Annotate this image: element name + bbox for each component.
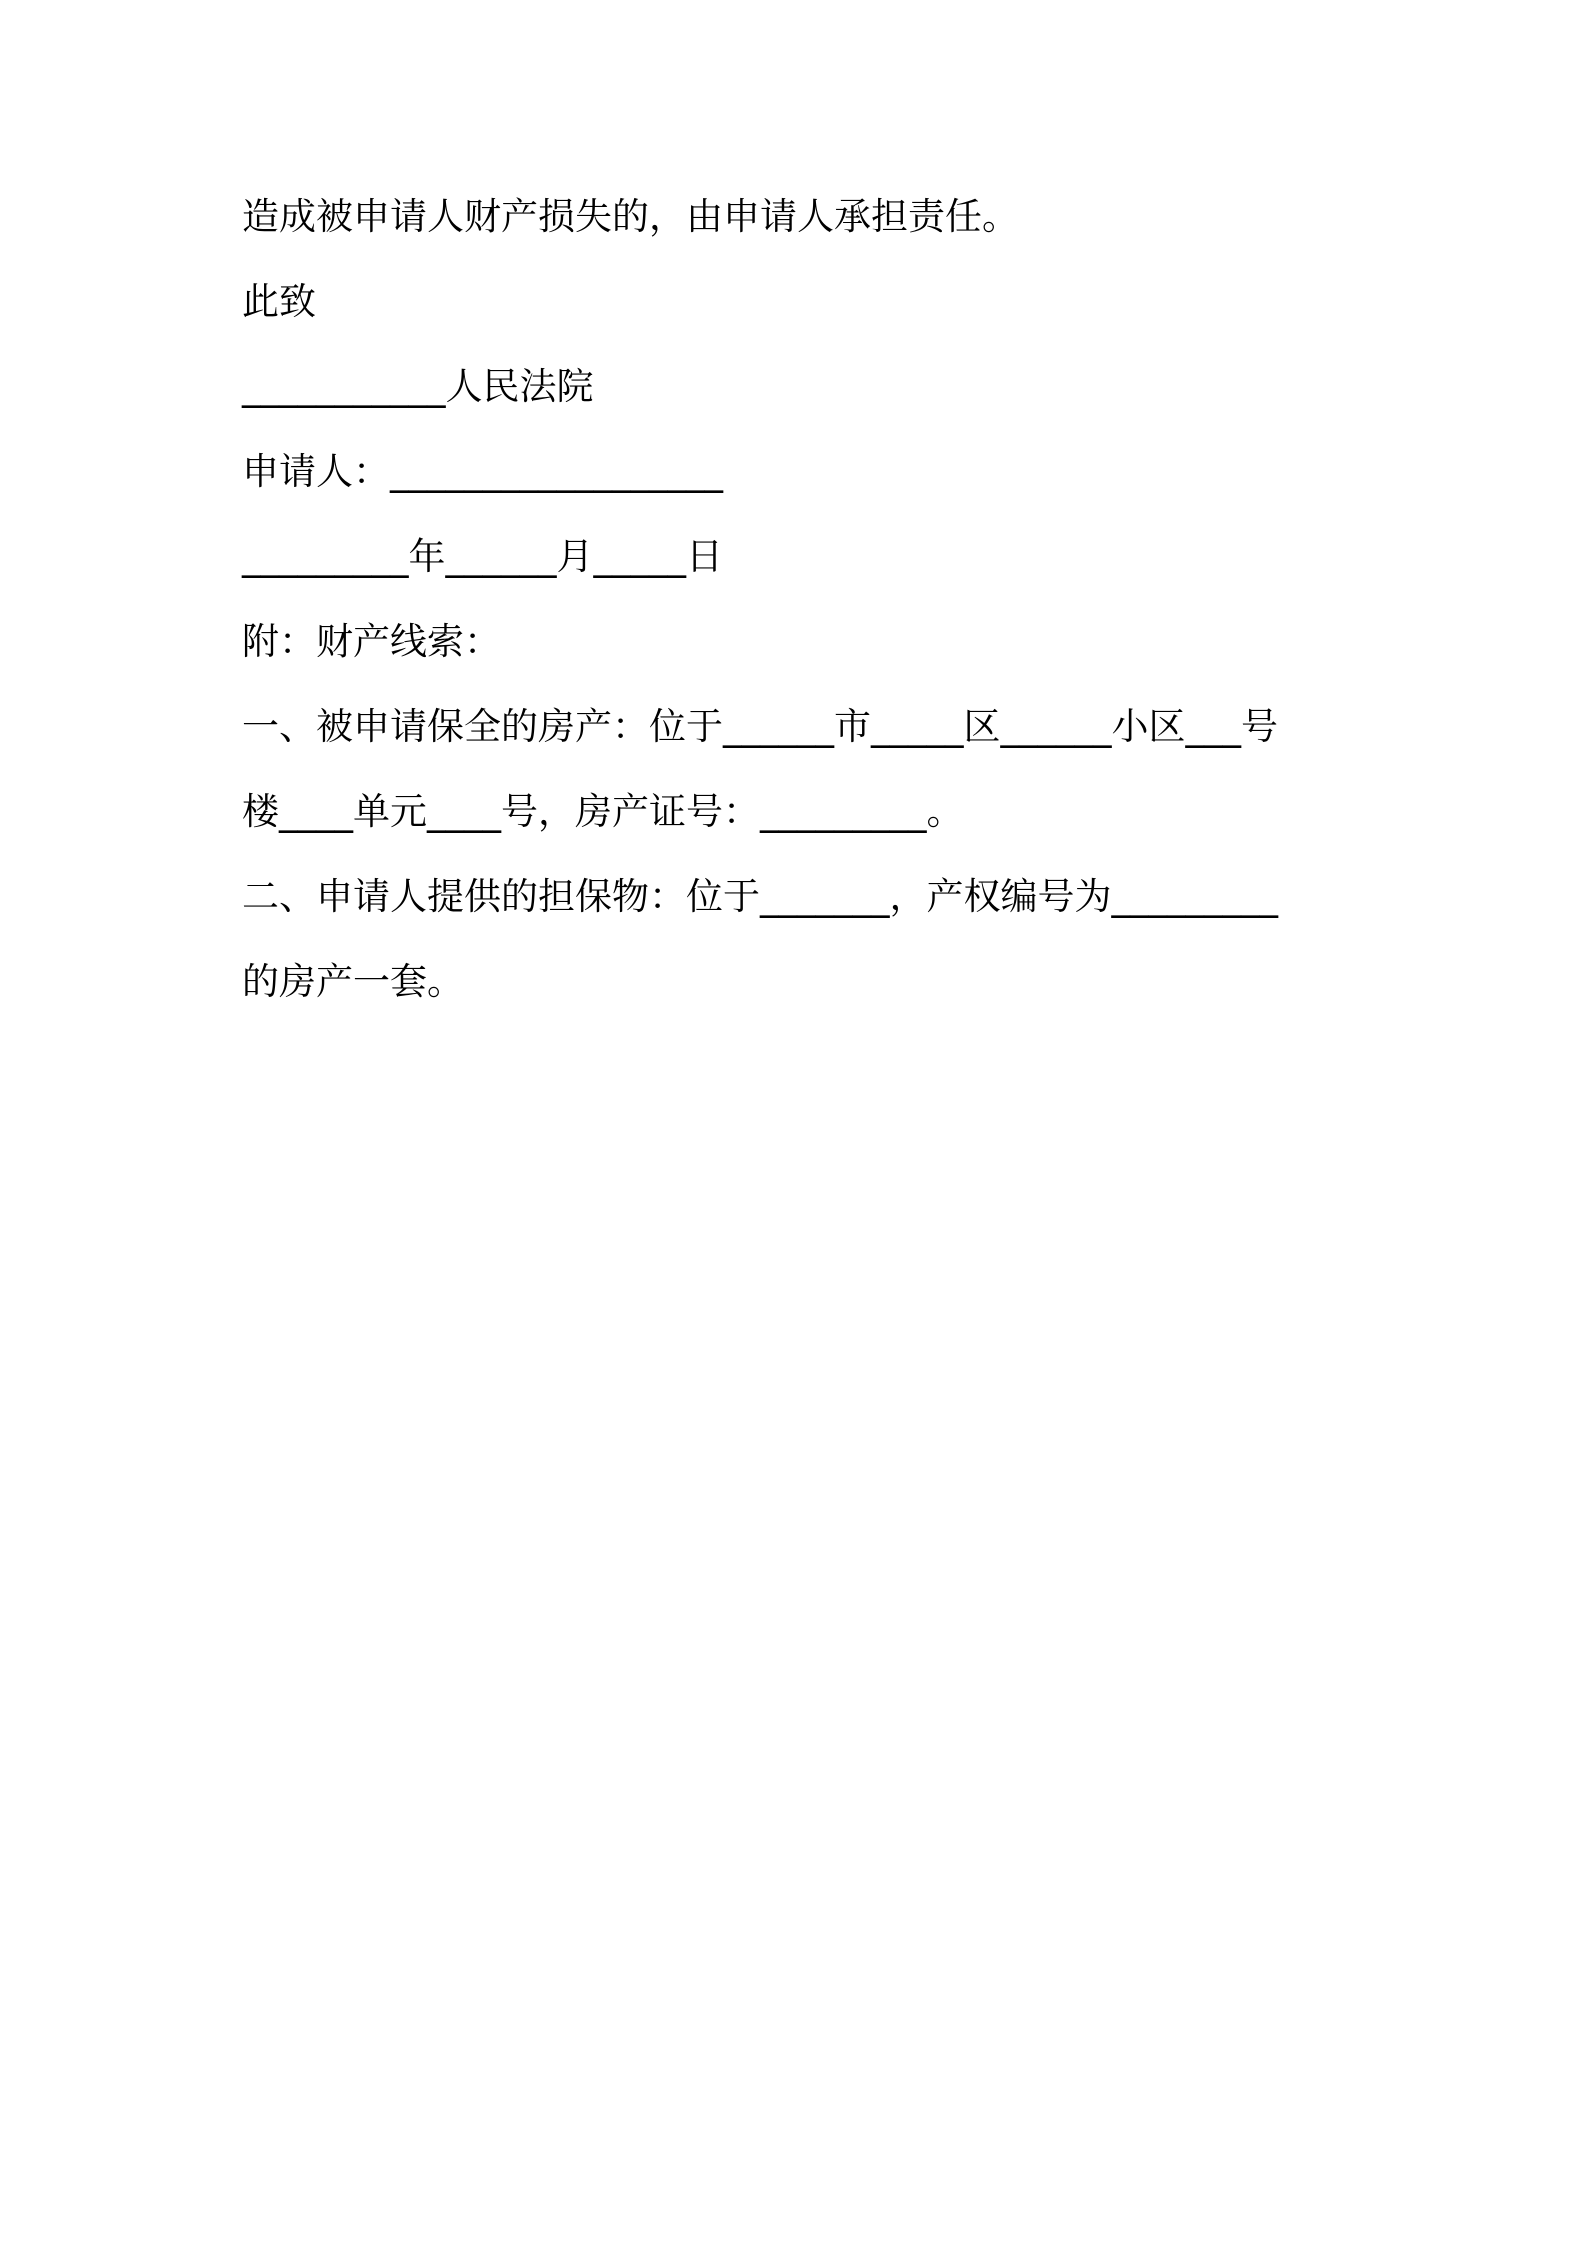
property-clue-one-line-1: 一、被申请保全的房产：位于______市_____区______小区___号 bbox=[242, 705, 1278, 748]
property-clue-two-line-2: 的房产一套。 bbox=[242, 960, 464, 1003]
document-body bbox=[242, 196, 1362, 1046]
court-name-line: ___________人民法院 bbox=[242, 365, 594, 408]
applicant-signature-line: 申请人：__________________ bbox=[242, 450, 723, 493]
property-clue-one-line-2: 楼____单元____号，房产证号：_________。 bbox=[242, 790, 964, 833]
date-line: _________年______月_____日 bbox=[242, 535, 723, 578]
liability-statement: 造成被申请人财产损失的，由申请人承担责任。 bbox=[242, 195, 1019, 238]
property-clue-two-line-1: 二、申请人提供的担保物：位于_______，产权编号为_________ bbox=[242, 875, 1278, 918]
attachment-heading: 附：财产线索： bbox=[242, 620, 501, 663]
salutation: 此致 bbox=[242, 280, 316, 323]
